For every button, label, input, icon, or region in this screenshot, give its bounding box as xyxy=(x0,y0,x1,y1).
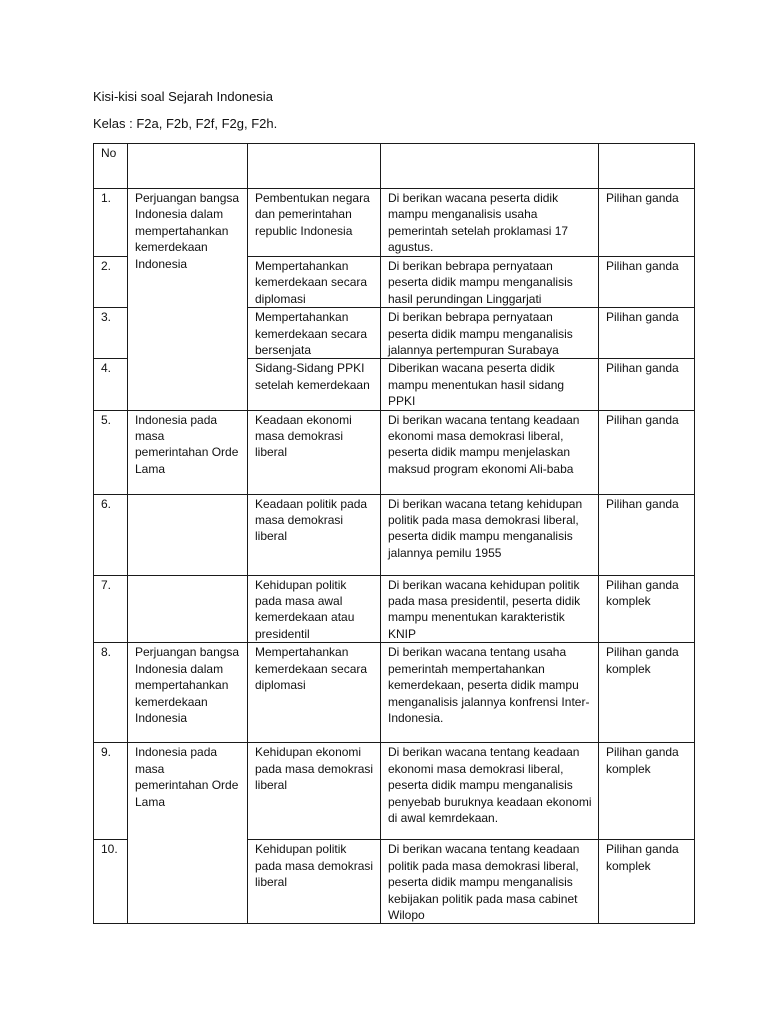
row-number: 5. xyxy=(94,410,128,494)
kompetensi-cell: Indonesia pada masa pemerintahan Orde Lama xyxy=(128,410,248,494)
materi-cell: Keadaan ekonomi masa demokrasi liberal xyxy=(248,410,381,494)
materi-cell: Mempertahankan kemerdekaan secara bersenjata xyxy=(248,308,381,359)
bentuk-soal-cell: Pilihan ganda xyxy=(599,410,695,494)
materi-cell: Mempertahankan kemerdekaan secara diplomasi xyxy=(248,257,381,308)
header-cell-materi xyxy=(248,144,381,189)
kompetensi-cell xyxy=(128,494,248,575)
bentuk-soal-cell: Pilihan ganda komplek xyxy=(599,575,695,643)
bentuk-soal-cell: Pilihan ganda xyxy=(599,257,695,308)
bentuk-soal-cell: Pilihan ganda komplek xyxy=(599,840,695,924)
document-title: Kisi-kisi soal Sejarah Indonesia xyxy=(93,89,273,104)
materi-cell: Kehidupan politik pada masa awal kemerdekaan atau presidentil xyxy=(248,575,381,643)
materi-cell: Kehidupan politik pada masa demokrasi liberal xyxy=(248,840,381,924)
indikator-cell: Di berikan wacana peserta didik mampu menganalisis usaha pemerintah setelah proklamasi 17 agustus. xyxy=(381,189,599,257)
row-number: 4. xyxy=(94,359,128,410)
table-row xyxy=(94,575,695,643)
row-number: 2. xyxy=(94,257,128,308)
indikator-cell: Di berikan wacana tentang keadaan politik pada masa demokrasi liberal, peserta didik mampu menganalisis kebijakan politik pada masa cabinet Wilopo xyxy=(381,840,599,924)
indikator-cell: Di berikan wacana tentang keadaan ekonomi masa demokrasi liberal, peserta didik mampu menjelaskan maksud program ekonomi Ali-baba xyxy=(381,410,599,494)
header-cell-indikator xyxy=(381,144,599,189)
bentuk-soal-cell: Pilihan ganda xyxy=(599,308,695,359)
table-row xyxy=(94,743,695,840)
table-header-row xyxy=(94,144,695,189)
bentuk-soal-cell: Pilihan ganda xyxy=(599,189,695,257)
header-cell-no: No xyxy=(94,144,128,189)
row-number: 7. xyxy=(94,575,128,643)
indikator-cell: Di berikan wacana tentang usaha pemerintah mempertahankan kemerdekaan, peserta didik mampu menganalisis jalannya konfrensi Inter-Indonesia. xyxy=(381,643,599,743)
indikator-cell: Diberikan wacana peserta didik mampu menentukan hasil sidang PPKI xyxy=(381,359,599,410)
materi-cell: Keadaan politik pada masa demokrasi liberal xyxy=(248,494,381,575)
materi-cell: Sidang-Sidang PPKI setelah kemerdekaan xyxy=(248,359,381,410)
bentuk-soal-cell: Pilihan ganda komplek xyxy=(599,643,695,743)
kompetensi-cell: Indonesia pada masa pemerintahan Orde Lama xyxy=(128,743,248,924)
row-number: 6. xyxy=(94,494,128,575)
indikator-cell: Di berikan wacana tentang keadaan ekonomi masa demokrasi liberal, peserta didik mampu menganalisis penyebab buruknya keadaan ekonomi di awal kemrdekaan. xyxy=(381,743,599,840)
header-cell-bentuk xyxy=(599,144,695,189)
row-number: 3. xyxy=(94,308,128,359)
materi-cell: Pembentukan negara dan pemerintahan republic Indonesia xyxy=(248,189,381,257)
kisi-kisi-table xyxy=(93,143,695,924)
table-row xyxy=(94,410,695,494)
row-number: 1. xyxy=(94,189,128,257)
indikator-cell: Di berikan bebrapa pernyataan peserta didik mampu menganalisis jalannya pertempuran Surabaya xyxy=(381,308,599,359)
table-row xyxy=(94,643,695,743)
row-number: 9. xyxy=(94,743,128,840)
indikator-cell: Di berikan bebrapa pernyataan peserta didik mampu menganalisis hasil perundingan Linggarjati xyxy=(381,257,599,308)
row-number: 8. xyxy=(94,643,128,743)
row-number: 10. xyxy=(94,840,128,924)
table-row xyxy=(94,189,695,257)
kompetensi-cell xyxy=(128,575,248,643)
bentuk-soal-cell: Pilihan ganda komplek xyxy=(599,743,695,840)
materi-cell: Mempertahankan kemerdekaan secara diplomasi xyxy=(248,643,381,743)
kompetensi-cell: Perjuangan bangsa Indonesia dalam mempertahankan kemerdekaan Indonesia xyxy=(128,189,248,411)
header-cell-kompetensi xyxy=(128,144,248,189)
indikator-cell: Di berikan wacana kehidupan politik pada masa presidentil, peserta didik mampu menentukan karakteristik KNIP xyxy=(381,575,599,643)
materi-cell: Kehidupan ekonomi pada masa demokrasi liberal xyxy=(248,743,381,840)
bentuk-soal-cell: Pilihan ganda xyxy=(599,494,695,575)
class-line: Kelas : F2a, F2b, F2f, F2g, F2h. xyxy=(93,116,278,131)
table-row xyxy=(94,494,695,575)
kompetensi-cell: Perjuangan bangsa Indonesia dalam mempertahankan kemerdekaan Indonesia xyxy=(128,643,248,743)
indikator-cell: Di berikan wacana tetang kehidupan politik pada masa demokrasi liberal, peserta didik mampu menganalisis jalannya pemilu 1955 xyxy=(381,494,599,575)
bentuk-soal-cell: Pilihan ganda xyxy=(599,359,695,410)
